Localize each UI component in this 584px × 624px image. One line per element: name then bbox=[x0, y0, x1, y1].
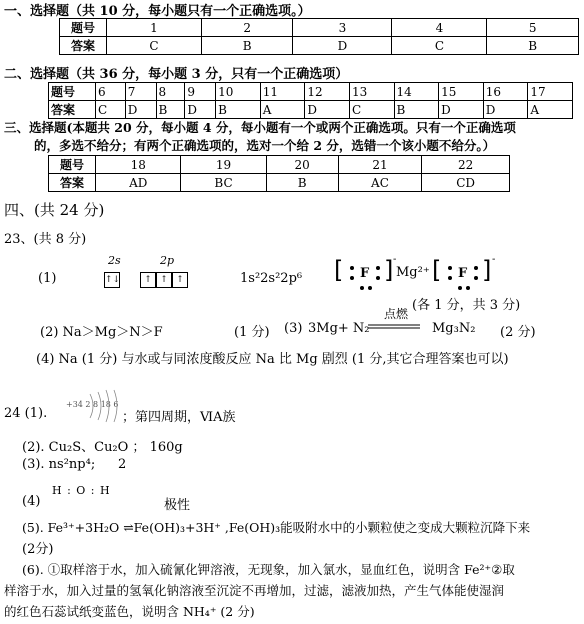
table-cell: 20 bbox=[266, 156, 338, 174]
bracket-left-icon: [ bbox=[334, 256, 344, 284]
row-label-question: 题号 bbox=[49, 83, 96, 101]
bracket-left-icon: [ bbox=[432, 256, 442, 284]
lewis-f-left: F bbox=[360, 266, 370, 281]
table-cell: A bbox=[260, 101, 305, 119]
row-label-question: 题号 bbox=[60, 19, 107, 37]
table-row bbox=[49, 83, 573, 101]
table-cell: AC bbox=[338, 174, 422, 192]
charge-minus: - bbox=[393, 254, 397, 265]
row-label-answer: 答案 bbox=[49, 101, 96, 119]
table-cell: 10 bbox=[216, 83, 261, 101]
orbital-2p-box: ↑ bbox=[172, 272, 188, 288]
q23-3-label: (3) bbox=[284, 321, 303, 336]
electron-dot-icon bbox=[360, 286, 364, 290]
atom-structure-diagram: +34 2 8 18 6 bbox=[66, 400, 119, 409]
orbital-2p-label: 2p bbox=[160, 254, 175, 267]
table-cell: D bbox=[483, 101, 528, 119]
table-cell: 9 bbox=[185, 83, 216, 101]
lewis-f-right: F bbox=[458, 266, 468, 281]
table-cell: 13 bbox=[349, 83, 394, 101]
q24-4-value: 极性 bbox=[164, 498, 191, 513]
q23-3-reactants: 3Mg+ N₂ bbox=[308, 321, 370, 336]
bracket-right-icon: ] bbox=[384, 256, 394, 284]
table-cell: 18 bbox=[96, 156, 181, 174]
electron-dot-icon bbox=[458, 286, 462, 290]
section2-table bbox=[48, 82, 573, 119]
q24-4-label: (4) bbox=[22, 494, 41, 509]
table-cell: 14 bbox=[394, 83, 439, 101]
table-cell: D bbox=[305, 101, 350, 119]
section3-heading-line2: 的，多选不给分；有两个正确选项的，选对一个给 2 分，选错一个该小题不给分。） bbox=[34, 138, 496, 153]
orbital-2p-box: ↑ bbox=[140, 272, 156, 288]
table-cell: D bbox=[185, 101, 216, 119]
table-cell: 4 bbox=[392, 19, 487, 37]
table-cell: C bbox=[349, 101, 394, 119]
lewis-mg: Mg²⁺ bbox=[396, 265, 430, 280]
table-row bbox=[49, 101, 573, 119]
table-cell: D bbox=[439, 101, 484, 119]
electron-dot-icon bbox=[448, 266, 452, 270]
table-cell: 12 bbox=[305, 83, 350, 101]
section1-table bbox=[59, 18, 579, 55]
table-cell: 5 bbox=[487, 19, 579, 37]
table-cell: C bbox=[392, 37, 487, 55]
table-cell: A bbox=[528, 101, 573, 119]
electron-dot-icon bbox=[376, 266, 380, 270]
electron-dot-icon bbox=[376, 276, 380, 280]
electron-dot-icon bbox=[474, 276, 478, 280]
table-cell: 16 bbox=[483, 83, 528, 101]
q23-1-score: (各 1 分，共 3 分) bbox=[412, 298, 521, 313]
q23-3-score: (2 分) bbox=[500, 325, 536, 340]
q24-6-line1: (6). ①取样溶于水，加入硫氰化钾溶液，无现象，加入氯水，显血红色，说明含 Fe²⁺②取 bbox=[22, 562, 515, 577]
q23-3-product: Mg₃N₂ bbox=[432, 321, 476, 336]
table-cell: D bbox=[125, 101, 156, 119]
q24-6-line3: 的红色石蕊试纸变蓝色，说明含 NH₄⁺ (2 分) bbox=[4, 604, 255, 619]
table-cell: 1 bbox=[107, 19, 202, 37]
q24-4-formula: H : O : H bbox=[52, 484, 111, 497]
electron-dot-icon bbox=[350, 276, 354, 280]
table-cell: 21 bbox=[338, 156, 422, 174]
table-row bbox=[49, 174, 510, 192]
table-cell: 19 bbox=[181, 156, 266, 174]
section3-table bbox=[48, 155, 510, 192]
table-cell: B bbox=[216, 101, 261, 119]
electron-dot-icon bbox=[448, 276, 452, 280]
orbital-2s-label: 2s bbox=[108, 254, 121, 267]
row-label-question: 题号 bbox=[49, 156, 96, 174]
table-cell: C bbox=[96, 101, 126, 119]
table-row bbox=[60, 37, 579, 55]
section3-heading-line1: 三、选择题(本题共 20 分，每小题 4 分，每小题有一个或两个正确选项。只有一个正确选项 bbox=[4, 120, 516, 135]
q24-3-label: (3). ns²np⁴; bbox=[22, 457, 96, 472]
table-row bbox=[49, 156, 510, 174]
table-cell: B bbox=[487, 37, 579, 55]
electron-dot-icon bbox=[474, 266, 478, 270]
section4-heading: 四、(共 24 分) bbox=[4, 201, 105, 219]
q24-5-line1: (5). Fe³⁺+3H₂O ⇌Fe(OH)₃+3H⁺ ,Fe(OH)₃能吸附水中的小颗粒使之变成大颗粒沉降下来 bbox=[22, 520, 531, 535]
section1-heading: 一、选择题（共 10 分，每小题只有一个正确选项。） bbox=[4, 4, 311, 19]
q23-1-label: (1) bbox=[38, 271, 57, 286]
q23-2: (2) Na＞Mg＞N＞F bbox=[40, 325, 163, 340]
row-label-answer: 答案 bbox=[60, 37, 107, 55]
table-cell: D bbox=[293, 37, 392, 55]
q24-6-line2: 样溶于水，加入过量的氢氧化钠溶液至沉淀不再增加，过滤，滤液加热，产生气体能使湿润 bbox=[4, 583, 505, 598]
q24-1-text: ；第四周期，ⅥA族 bbox=[122, 410, 236, 425]
table-cell: C bbox=[107, 37, 202, 55]
table-cell: 8 bbox=[156, 83, 185, 101]
table-cell: B bbox=[394, 101, 439, 119]
atom-shell-arcs-icon bbox=[62, 388, 122, 424]
table-cell: AD bbox=[96, 174, 181, 192]
electron-dot-icon bbox=[350, 266, 354, 270]
section2-heading: 二、选择题（共 36 分，每小题 3 分，只有一个正确选项） bbox=[4, 67, 349, 82]
q24-2: (2). Cu₂S、Cu₂O ； 160g bbox=[22, 440, 183, 455]
q23-2-score: (1 分) bbox=[234, 325, 270, 340]
table-cell: 15 bbox=[439, 83, 484, 101]
table-cell: BC bbox=[181, 174, 266, 192]
orbital-2p-box: ↑ bbox=[156, 272, 172, 288]
table-cell: 11 bbox=[260, 83, 305, 101]
electron-config: 1s²2s²2p⁶ bbox=[240, 271, 303, 286]
charge-minus: - bbox=[492, 254, 496, 265]
table-cell: 7 bbox=[125, 83, 156, 101]
table-cell: CD bbox=[422, 174, 510, 192]
q23-4: (4) Na (1 分) 与水或与同浓度酸反应 Na 比 Mg 剧烈 (1 分,其它合理答案也可以) bbox=[36, 352, 509, 367]
q24-1-label: 24 (1). bbox=[4, 406, 48, 421]
table-cell: B bbox=[266, 174, 338, 192]
table-cell: 3 bbox=[293, 19, 392, 37]
orbital-2s-box: ↑↓ bbox=[104, 272, 120, 288]
table-cell: 17 bbox=[528, 83, 573, 101]
table-cell: 6 bbox=[96, 83, 126, 101]
table-cell: 22 bbox=[422, 156, 510, 174]
table-cell: 2 bbox=[201, 19, 293, 37]
table-cell: B bbox=[156, 101, 185, 119]
bracket-right-icon: ] bbox=[482, 256, 492, 284]
row-label-answer: 答案 bbox=[49, 174, 96, 192]
electron-dot-icon bbox=[466, 286, 470, 290]
table-cell: B bbox=[201, 37, 293, 55]
q23-title: 23、(共 8 分) bbox=[4, 232, 87, 247]
electron-dot-icon bbox=[368, 286, 372, 290]
reaction-arrow-icon bbox=[368, 322, 422, 332]
q24-5-line2: (2分) bbox=[22, 542, 54, 557]
q24-3-value: 2 bbox=[118, 457, 127, 472]
q23-3-condition: 点燃 bbox=[384, 307, 409, 321]
table-row bbox=[60, 19, 579, 37]
